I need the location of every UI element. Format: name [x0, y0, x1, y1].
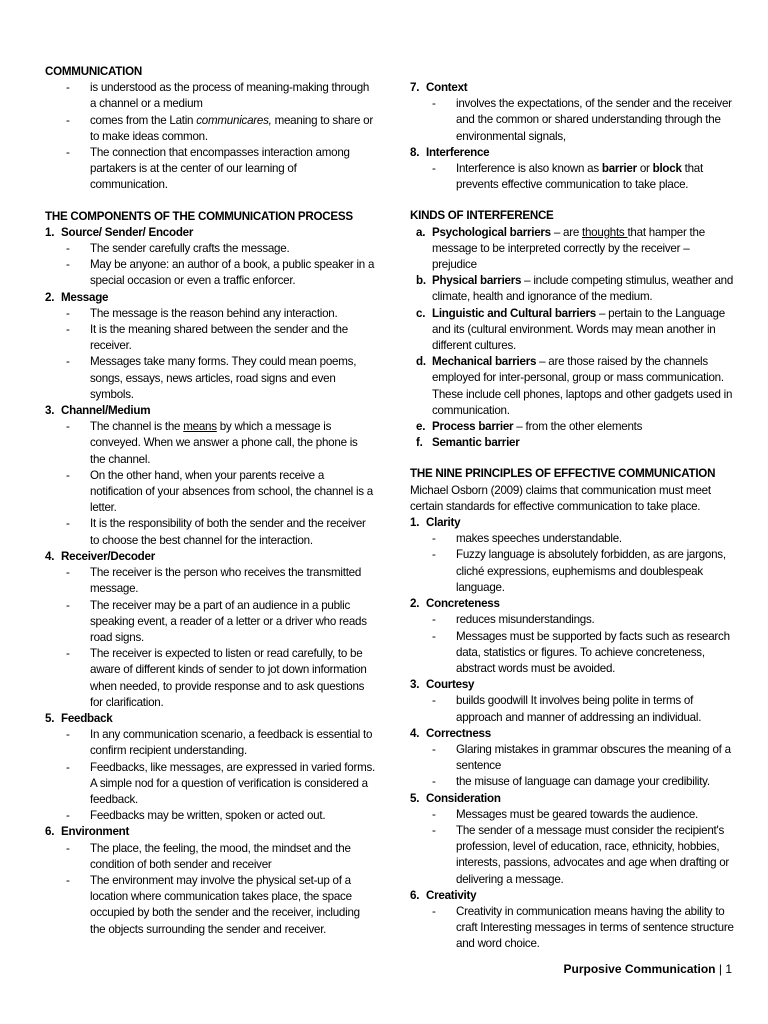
list-item: - Messages take many forms. They could mean poems, songs, essays, news articles, road signs and even symbols.	[66, 355, 357, 401]
list-item: - the misuse of language can damage your credibility.	[432, 775, 710, 789]
interference-item: d. Mechanical barriers – are those raised by the channels employed for inter-personal, group or mass communication. These include cell phones, laptops and other gadgets used in communication.	[416, 355, 733, 417]
component-heading: 2. Message	[45, 290, 109, 304]
list-item: - May be anyone: an author of a book, a public speaker in a special occasion or even a traffic enforcer.	[66, 258, 375, 288]
list-item: - The receiver is expected to listen or read carefully, to be aware of different kinds of sender to jot down information when needed, to provide response and to ask questions for clarification.	[66, 647, 367, 709]
list-item: - Feedbacks, like messages, are expressed in varied forms. A simple nod for a question of verification is considered a feedback.	[66, 760, 375, 806]
page-footer: Purposive Communication | 1	[563, 962, 732, 976]
list-item: - Feedbacks may be written, spoken or acted out.	[66, 809, 326, 823]
principle-heading: 5. Consideration	[410, 791, 501, 805]
component-heading: 8. Interference	[410, 145, 490, 159]
component-heading: 4. Receiver/Decoder	[45, 549, 155, 563]
list-item: - is understood as the process of meaning-making through a channel or a medium	[66, 81, 370, 111]
list-item: - The receiver is the person who receives the transmitted message.	[66, 566, 362, 596]
interference-heading: KINDS OF INTERFERENCE	[410, 209, 554, 223]
list-item: - Creativity in communication means having the ability to craft Interesting messages in terms of sentence structure and word choice.	[432, 904, 734, 951]
list-item: - involves the expectations, of the sender and the receiver and the common or shared understanding through the environmental signals,	[432, 97, 732, 143]
communication-heading: COMMUNICATION	[45, 65, 143, 78]
principle-heading: 4. Correctness	[410, 726, 491, 740]
components-heading: THE COMPONENTS OF THE COMMUNICATION PROCESS	[45, 209, 353, 223]
list-item: - The environment may involve the physical set-up of a location where communication takes place, the space occupied by both the sender and the receiver, including the objects surrounding the sender and receiver.	[66, 873, 360, 936]
principle-heading: 3. Courtesy	[410, 678, 475, 692]
list-item: - Interference is also known as barrier or block that prevents effective communication to take place.	[432, 162, 703, 192]
list-item: - It is the meaning shared between the sender and the receiver.	[66, 323, 348, 353]
list-item: - The place, the feeling, the mood, the mindset and the condition of both sender and receiver	[66, 841, 351, 871]
list-item: - builds goodwill It involves being polite in terms of approach and manner of addressing an individual.	[432, 694, 702, 724]
interference-item: c. Linguistic and Cultural barriers – pertain to the Language and its (cultural environment. Words may mean another in different cultures.	[416, 306, 725, 353]
list-item: - Messages must be geared towards the audience.	[432, 807, 699, 821]
list-item: - Glaring mistakes in grammar obscures the meaning of a sentence	[432, 742, 731, 773]
list-item: - The sender carefully crafts the message.	[66, 242, 290, 256]
list-item: - Fuzzy language is absolutely forbidden, as are jargons, cliché expressions, euphemisms and doublespeak language.	[432, 548, 726, 594]
list-item: - Messages must be supported by facts such as research data, statistics or figures. To achieve concreteness, abstract words must be avoided.	[432, 629, 730, 675]
principle-heading: 6. Creativity	[410, 888, 477, 902]
list-item: - makes speeches understandable.	[432, 532, 622, 546]
list-item: - The connection that encompasses interaction among partakers is at the center of our learning of communication.	[66, 146, 350, 192]
interference-item: b. Physical barriers – include competing stimulus, weather and climate, health and ignorance of the medium.	[416, 274, 734, 304]
left-column	[45, 64, 375, 938]
component-heading: 6. Environment	[45, 825, 130, 839]
footer-title: Purposive Communication	[563, 962, 716, 976]
component-heading: 3. Channel/Medium	[45, 404, 151, 418]
component-heading: 1. Source/ Sender/ Encoder	[45, 225, 194, 239]
component-heading: 7. Context	[410, 81, 468, 94]
list-item: - reduces misunderstandings.	[432, 613, 595, 627]
right-column	[410, 80, 735, 953]
interference-item: e. Process barrier – from the other elements	[416, 420, 643, 434]
principle-heading: 1. Clarity	[410, 516, 461, 530]
principles-intro: Michael Osborn (2009) claims that communication must meet certain standards for effective communication to take place.	[410, 483, 711, 513]
list-item: - In any communication scenario, a feedback is essential to confirm recipient understanding.	[66, 728, 373, 758]
interference-item: f. Semantic barrier	[416, 436, 520, 450]
list-item: - On the other hand, when your parents receive a notification of your absences from school, the channel is a letter.	[66, 468, 373, 515]
component-heading: 5. Feedback	[45, 711, 113, 725]
list-item: - comes from the Latin communicares, meaning to share or to make ideas common.	[66, 113, 373, 143]
list-item: - It is the responsibility of both the sender and the receiver to choose the best channel for the interaction.	[66, 517, 366, 547]
principles-heading: THE NINE PRINCIPLES OF EFFECTIVE COMMUNICATION	[410, 467, 716, 481]
page-number: 1	[725, 962, 732, 976]
list-item: - The receiver may be a part of an audience in a public speaking event, a reader of a letter or a driver who reads road signs.	[66, 598, 367, 644]
list-item: - The channel is the means by which a message is conveyed. When we answer a phone call, the phone is the channel.	[66, 420, 358, 466]
list-item: - The sender of a message must consider the recipient's profession, level of education, race, ethnicity, hobbies, interests, passions, advocates and age when drafting or delivering a message.	[432, 823, 730, 886]
interference-item: a. Psychological barriers – are thoughts that hamper the message to be interpreted correctly by the receiver – prejudice	[416, 225, 705, 272]
principle-heading: 2. Concreteness	[410, 597, 500, 611]
list-item: - The message is the reason behind any interaction.	[66, 306, 338, 320]
